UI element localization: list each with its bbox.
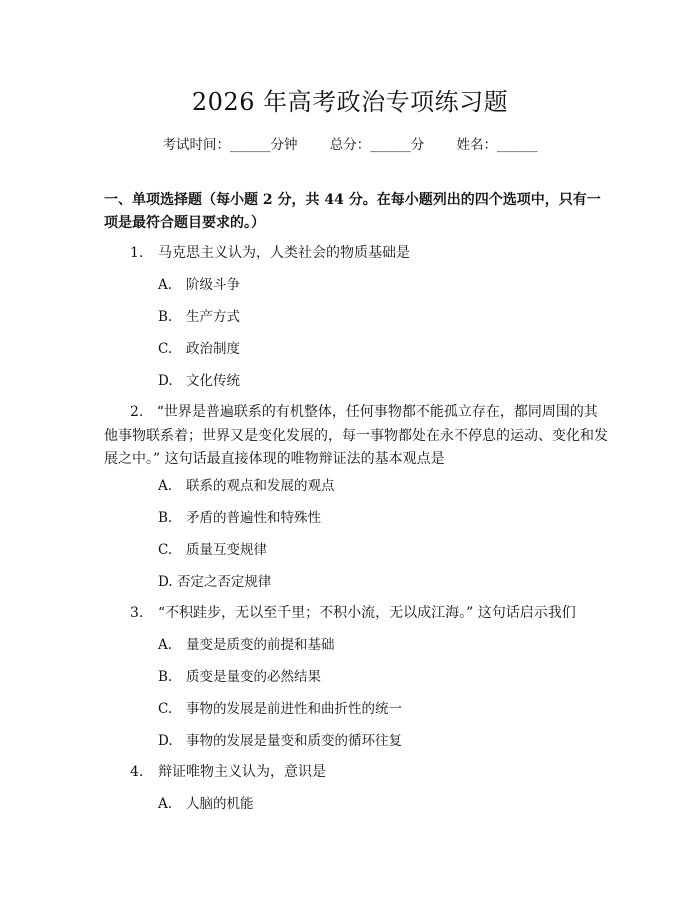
exam-time-blank: ______: [229, 137, 271, 153]
question-number: 1.: [130, 245, 144, 261]
exam-time-field: [162, 133, 297, 153]
question-3: [130, 602, 576, 626]
question-number: 3.: [130, 605, 144, 621]
option-1-a: [158, 275, 240, 295]
exam-info-line: [0, 133, 700, 153]
option-text: 矛盾的普遍性和特殊性: [186, 510, 321, 526]
option-text: 生产方式: [186, 309, 240, 325]
question-text: “不积跬步，无以至千里；不积小流，无以成江海。” 这句话启示我们: [158, 605, 576, 621]
question-text: 辩证唯物主义认为，意识是: [158, 764, 326, 780]
option-text: 事物的发展是量变和质变的循环往复: [186, 733, 402, 749]
section-heading: 一、单项选择题（每小题 2 分，共 44 分。在每小题列出的四个选项中，只有一项是最符合题目要求的。）: [104, 192, 601, 231]
option-3-b: [158, 667, 321, 687]
total-score-unit: 分: [410, 137, 425, 153]
question-text: 马克思主义认为，人类社会的物质基础是: [158, 245, 410, 261]
option-letter: B.: [158, 510, 173, 526]
option-letter: D.: [158, 373, 173, 389]
option-text: 政治制度: [186, 341, 240, 357]
option-text: 量变是质变的前提和基础: [186, 637, 335, 653]
student-name-field: [457, 133, 538, 153]
option-1-b: [158, 307, 240, 327]
option-letter: D.: [158, 574, 173, 590]
exam-time-label: 考试时间：: [162, 137, 230, 153]
page-title: 2026 年高考政治专项练习题: [191, 88, 509, 116]
option-text: 质变是量变的必然结果: [186, 669, 321, 685]
option-text: 人脑的机能: [186, 796, 254, 812]
question-2: [104, 401, 609, 472]
option-3-d: [158, 731, 402, 751]
option-4-a: [158, 794, 254, 814]
option-letter: C.: [158, 701, 173, 717]
question-text: “世界是普遍联系的有机整体，任何事物都不能孤立存在，都同周围的其他事物联系着；世界又是变化发展的，每一事物都处在永不停息的运动、变化和发展之中。” 这句话最直接体现的唯物辩证法的基本观点是: [104, 404, 608, 467]
option-text: 事物的发展是前进性和曲折性的统一: [186, 701, 402, 717]
question-1: [130, 242, 410, 266]
option-letter: D.: [158, 733, 173, 749]
option-text: 质量互变规律: [186, 542, 267, 558]
option-2-c: [158, 540, 267, 560]
total-score-label: 总分：: [329, 137, 371, 153]
option-2-b: [158, 508, 321, 528]
option-letter: A.: [158, 637, 173, 653]
exam-time-unit: 分钟: [270, 137, 298, 153]
option-3-c: [158, 699, 402, 719]
option-letter: A.: [158, 277, 173, 293]
total-score-blank: ______: [370, 137, 411, 153]
option-text: 否定之否定规律: [176, 574, 272, 590]
question-4: [130, 761, 326, 785]
option-letter: A.: [158, 478, 173, 494]
total-score-field: [330, 133, 425, 153]
question-number: 2.: [130, 404, 144, 420]
option-letter: B.: [158, 309, 173, 325]
option-text: 阶级斗争: [186, 277, 240, 293]
option-2-d: [158, 572, 271, 592]
student-name-label: 姓名：: [456, 137, 498, 153]
option-1-c: [158, 339, 240, 359]
option-1-d: [158, 371, 240, 391]
option-letter: C.: [158, 542, 173, 558]
option-text: 联系的观点和发展的观点: [186, 478, 335, 494]
option-text: 文化传统: [186, 373, 240, 389]
student-name-blank: ______: [497, 137, 538, 153]
option-3-a: [158, 635, 335, 655]
option-letter: B.: [158, 669, 173, 685]
question-number: 4.: [130, 764, 144, 780]
option-letter: A.: [158, 796, 173, 812]
option-letter: C.: [158, 341, 173, 357]
option-2-a: [158, 476, 335, 496]
